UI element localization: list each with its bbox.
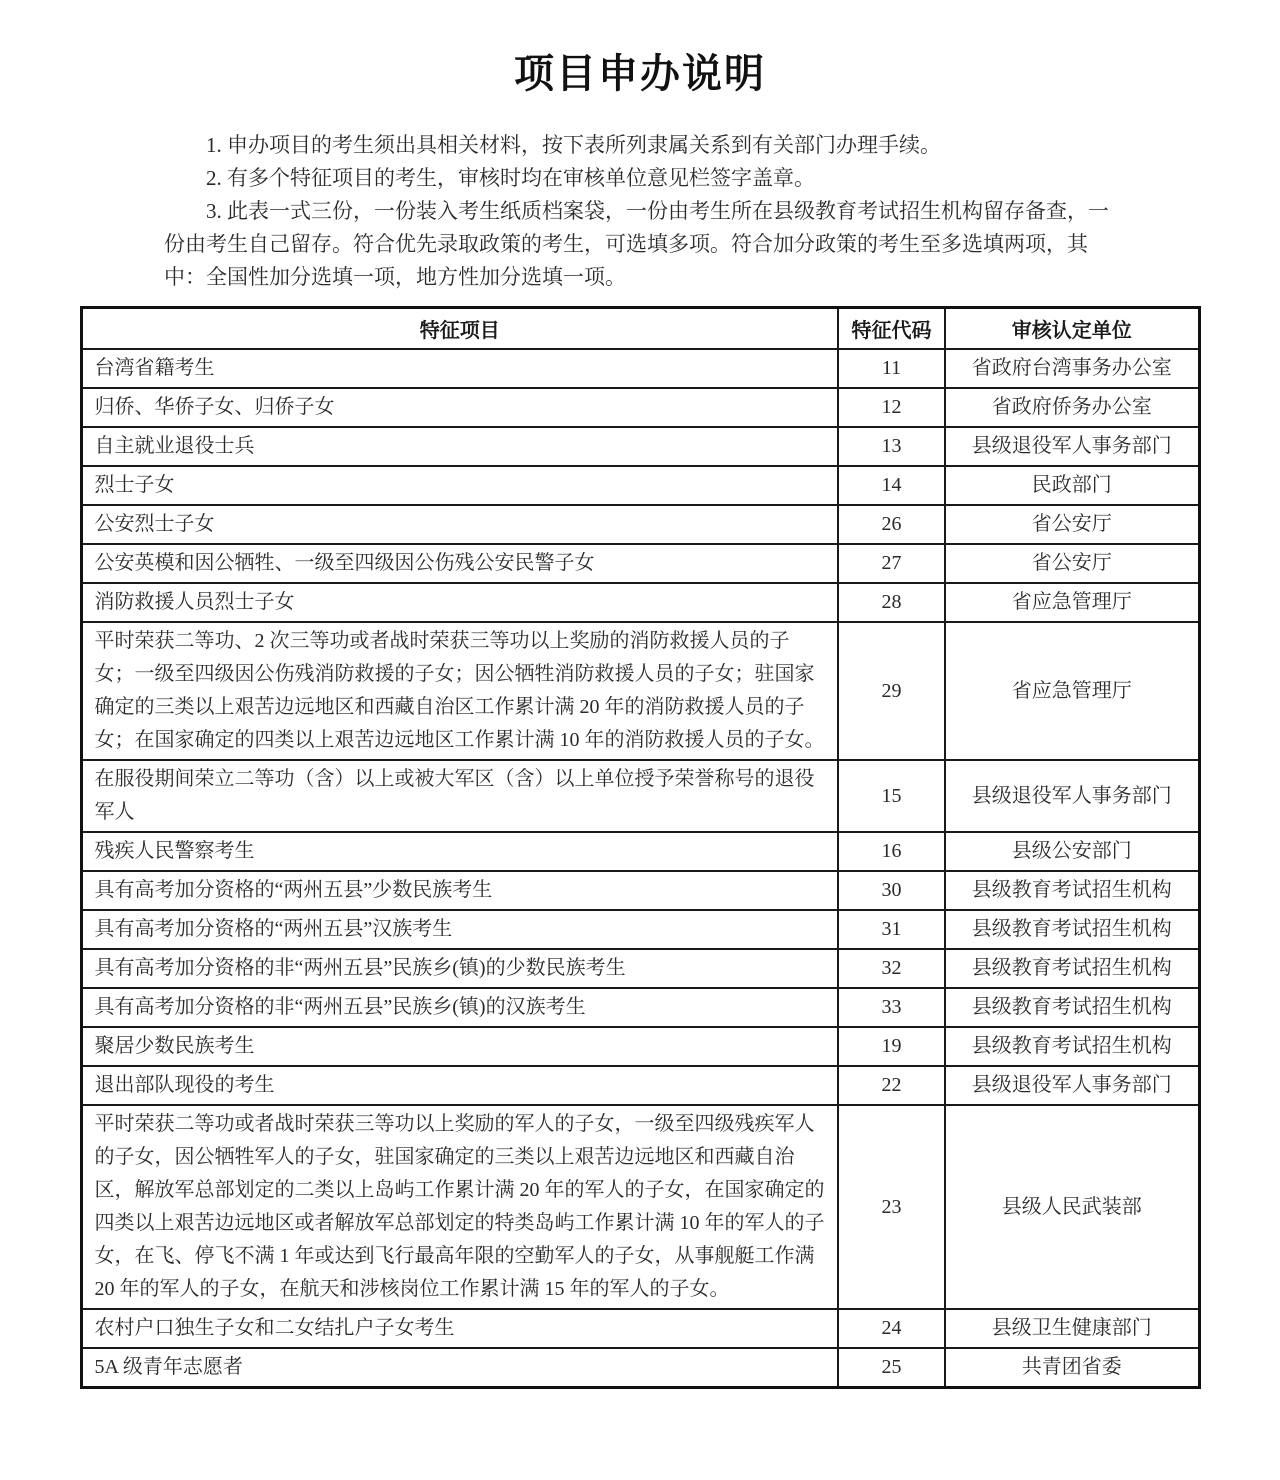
feature-item-cell: 具有高考加分资格的“两州五县”少数民族考生: [81, 871, 838, 910]
review-unit-cell: 县级教育考试招生机构: [945, 949, 1199, 988]
feature-code-cell: 12: [838, 388, 945, 427]
review-unit-cell: 民政部门: [945, 466, 1199, 505]
table-row: [81, 622, 1199, 760]
table-row: [81, 388, 1199, 427]
page-title: 项目申办说明: [514, 51, 766, 96]
feature-code-cell: 25: [838, 1348, 945, 1388]
review-unit-cell: 县级教育考试招生机构: [945, 871, 1199, 910]
table-row: [81, 910, 1199, 949]
feature-item-cell: 消防救援人员烈士子女: [81, 583, 838, 622]
feature-item-cell: 自主就业退役士兵: [81, 427, 838, 466]
feature-code-cell: 19: [838, 1027, 945, 1066]
table-row: [81, 349, 1199, 388]
feature-item-cell: 具有高考加分资格的非“两州五县”民族乡(镇)的少数民族考生: [81, 949, 838, 988]
review-unit-cell: 省政府台湾事务办公室: [945, 349, 1199, 388]
note-line-2: 2. 有多个特征项目的考生，审核时均在审核单位意见栏签字盖章。: [206, 166, 815, 190]
column-header-feature-code: 特征代码: [838, 308, 945, 350]
table-row: [81, 583, 1199, 622]
feature-item-cell: 在服役期间荣立二等功（含）以上或被大军区（含）以上单位授予荣誉称号的退役军人: [81, 760, 838, 832]
feature-code-cell: 23: [838, 1105, 945, 1309]
feature-item-cell: 归侨、华侨子女、归侨子女: [81, 388, 838, 427]
table-row: [81, 505, 1199, 544]
feature-code-cell: 13: [838, 427, 945, 466]
feature-item-cell: 烈士子女: [81, 466, 838, 505]
feature-item-cell: 退出部队现役的考生: [81, 1066, 838, 1105]
feature-item-cell: 具有高考加分资格的非“两州五县”民族乡(镇)的汉族考生: [81, 988, 838, 1027]
review-unit-cell: 省应急管理厅: [945, 622, 1199, 760]
feature-item-cell: 5A 级青年志愿者: [81, 1348, 838, 1388]
table-row: [81, 1027, 1199, 1066]
feature-item-cell: 公安英模和因公牺牲、一级至四级因公伤残公安民警子女: [81, 544, 838, 583]
table-row: [81, 466, 1199, 505]
table-header-row: [81, 308, 1199, 350]
table-row: [81, 871, 1199, 910]
review-unit-cell: 县级退役军人事务部门: [945, 1066, 1199, 1105]
column-header-feature-item: 特征项目: [81, 308, 838, 350]
feature-code-cell: 27: [838, 544, 945, 583]
feature-item-cell: 公安烈士子女: [81, 505, 838, 544]
table-row: [81, 832, 1199, 871]
feature-code-cell: 33: [838, 988, 945, 1027]
feature-code-cell: 15: [838, 760, 945, 832]
table-row: [81, 1348, 1199, 1388]
review-unit-cell: 县级退役军人事务部门: [945, 760, 1199, 832]
note-line-3: 3. 此表一式三份，一份装入考生纸质档案袋，一份由考生所在县级教育考试招生机构留存备查，一份由考生自己留存。符合优先录取政策的考生，可选填多项。符合加分政策的考生至多选填两项，其中：全国性加分选填一项，地方性加分选填一项。: [164, 199, 1109, 289]
table-row: [81, 544, 1199, 583]
feature-item-cell: 聚居少数民族考生: [81, 1027, 838, 1066]
table-row: [81, 1105, 1199, 1309]
table-row: [81, 760, 1199, 832]
review-unit-cell: 省政府侨务办公室: [945, 388, 1199, 427]
feature-item-cell: 平时荣获二等功或者战时荣获三等功以上奖励的军人的子女，一级至四级残疾军人的子女，因公牺牲军人的子女，驻国家确定的三类以上艰苦边远地区和西藏自治区，解放军总部划定的二类以上岛屿工作累计满 20 年的军人的子女，在国家确定的四类以上艰苦边远地区或者解放军总部划定的特类岛屿工作累计满 10 年的军人的子女，在飞、停飞不满 1 年或达到飞行最高年限的空勤军人的子女，从事舰艇工作满 20 年的军人的子女，在航天和涉核岗位工作累计满 15 年的军人的子女。: [81, 1105, 838, 1309]
feature-code-cell: 32: [838, 949, 945, 988]
feature-item-cell: 台湾省籍考生: [81, 349, 838, 388]
feature-item-cell: 残疾人民警察考生: [81, 832, 838, 871]
note-line-1: 1. 申办项目的考生须出具相关材料，按下表所列隶属关系到有关部门办理手续。: [206, 133, 941, 157]
column-header-review-unit: 审核认定单位: [945, 308, 1199, 350]
feature-code-cell: 31: [838, 910, 945, 949]
table-row: [81, 949, 1199, 988]
review-unit-cell: 省应急管理厅: [945, 583, 1199, 622]
review-unit-cell: 省公安厅: [945, 505, 1199, 544]
feature-code-cell: 30: [838, 871, 945, 910]
feature-item-cell: 平时荣获二等功、2 次三等功或者战时荣获三等功以上奖励的消防救援人员的子女；一级至四级因公伤残消防救援的子女；因公牺牲消防救援人员的子女；驻国家确定的三类以上艰苦边远地区和西藏自治区工作累计满 20 年的消防救援人员的子女；在国家确定的四类以上艰苦边远地区工作累计满 10 年的消防救援人员的子女。: [81, 622, 838, 760]
feature-code-cell: 29: [838, 622, 945, 760]
review-unit-cell: 县级教育考试招生机构: [945, 910, 1199, 949]
feature-item-cell: 具有高考加分资格的“两州五县”汉族考生: [81, 910, 838, 949]
table-body: [81, 349, 1199, 1388]
table-row: [81, 988, 1199, 1027]
review-unit-cell: 县级教育考试招生机构: [945, 988, 1199, 1027]
feature-code-cell: 26: [838, 505, 945, 544]
review-unit-cell: 省公安厅: [945, 544, 1199, 583]
review-unit-cell: 县级公安部门: [945, 832, 1199, 871]
review-unit-cell: 县级卫生健康部门: [945, 1309, 1199, 1348]
notes-section: [164, 129, 1116, 294]
feature-item-cell: 农村户口独生子女和二女结扎户子女考生: [81, 1309, 838, 1348]
feature-code-cell: 11: [838, 349, 945, 388]
review-unit-cell: 共青团省委: [945, 1348, 1199, 1388]
feature-table: [80, 306, 1201, 1389]
feature-code-cell: 14: [838, 466, 945, 505]
table-row: [81, 1066, 1199, 1105]
table-row: [81, 427, 1199, 466]
review-unit-cell: 县级退役军人事务部门: [945, 427, 1199, 466]
feature-code-cell: 16: [838, 832, 945, 871]
review-unit-cell: 县级人民武装部: [945, 1105, 1199, 1309]
feature-code-cell: 24: [838, 1309, 945, 1348]
feature-code-cell: 22: [838, 1066, 945, 1105]
table-row: [81, 1309, 1199, 1348]
feature-code-cell: 28: [838, 583, 945, 622]
review-unit-cell: 县级教育考试招生机构: [945, 1027, 1199, 1066]
